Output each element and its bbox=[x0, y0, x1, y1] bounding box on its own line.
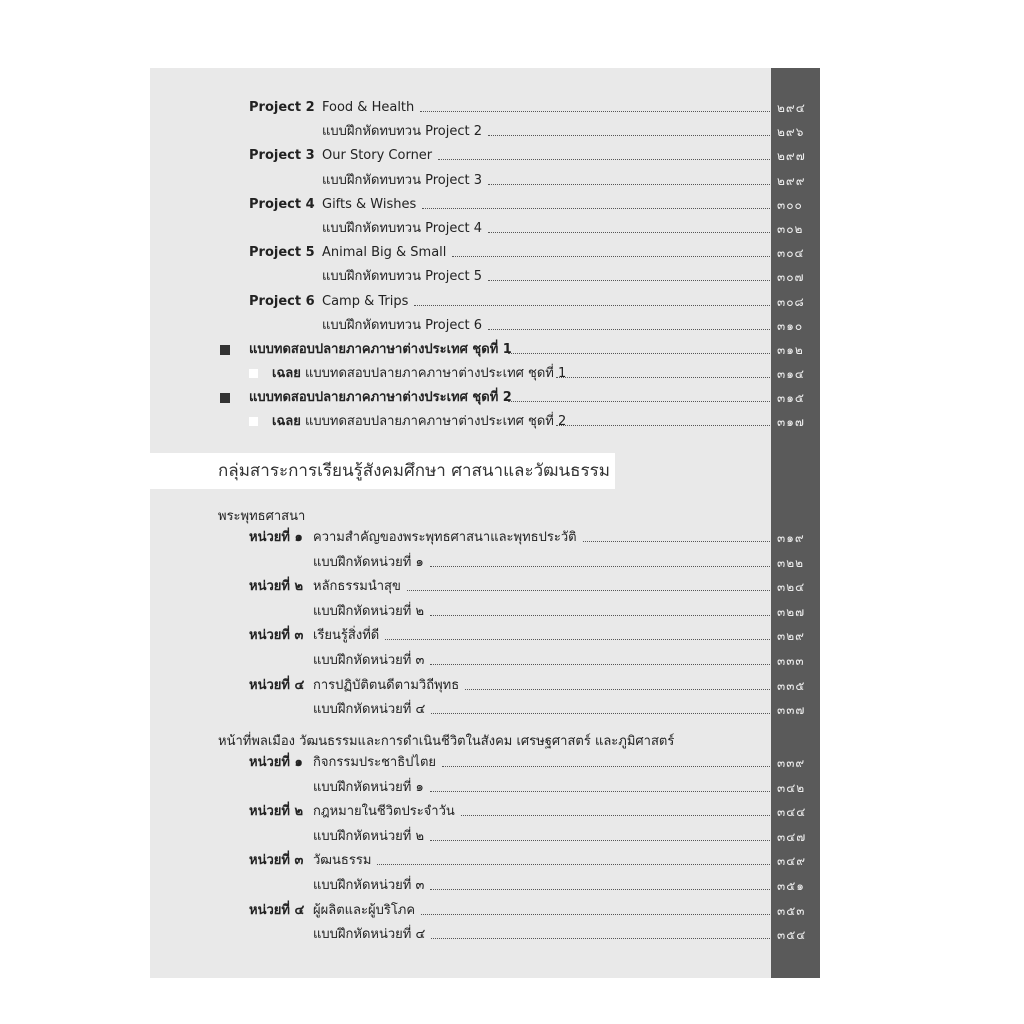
toc-entry[interactable] bbox=[0, 292, 1024, 312]
entry-title: การปฏิบัติตนดีตามวิถีพุทธ bbox=[313, 677, 460, 693]
section-title: กลุ่มสาระการเรียนรู้สังคมศึกษา ศาสนาและวัฒนธรรม bbox=[218, 461, 610, 481]
toc-entry[interactable] bbox=[0, 851, 1024, 871]
entry-title: เรียนรู้สิ่งที่ดี bbox=[313, 628, 380, 644]
square-bullet-icon bbox=[249, 417, 258, 426]
entry-title: แบบฝึกหัดทบทวน Project 2 bbox=[322, 124, 482, 140]
unit-label: หน่วยที่ ๓ bbox=[249, 853, 304, 869]
dot-leader bbox=[556, 425, 770, 426]
dot-leader bbox=[583, 541, 770, 542]
page-number: ๓๔๒ bbox=[777, 780, 806, 795]
toc-entry-answer-2[interactable] bbox=[0, 412, 1024, 432]
page-number: ๓๕๔ bbox=[777, 928, 807, 943]
page-number: ๓๓๙ bbox=[777, 756, 806, 770]
unit-label: หน่วยที่ ๓ bbox=[249, 628, 304, 644]
page-number: ๒๙๔ bbox=[777, 101, 806, 115]
entry-title: แบบทดสอบปลายภาคภาษาต่างประเทศ ชุดที่ 1 bbox=[305, 366, 567, 381]
toc-entry[interactable] bbox=[0, 122, 1024, 142]
unit-label: หน่วยที่ ๔ bbox=[249, 902, 305, 918]
page-number: ๓๐๘ bbox=[777, 294, 805, 309]
answer-label: เฉลย bbox=[272, 366, 301, 381]
toc-entry[interactable] bbox=[0, 171, 1024, 191]
entry-title: แบบฝึกหัดหน่วยที่ ๒ bbox=[313, 603, 425, 619]
toc-entry[interactable] bbox=[0, 700, 1024, 720]
page-number: ๓๑๗ bbox=[777, 415, 805, 429]
entry-title: แบบทดสอบปลายภาคภาษาต่างประเทศ ชุดที่ 1 bbox=[249, 342, 512, 357]
answer-label: เฉลย bbox=[272, 414, 301, 429]
dot-leader bbox=[430, 615, 770, 616]
entry-title: แบบฝึกหัดทบทวน Project 5 bbox=[322, 269, 482, 285]
entry-title: แบบฝึกหัดหน่วยที่ ๑ bbox=[313, 554, 424, 570]
toc-entry[interactable] bbox=[0, 651, 1024, 671]
toc-entry[interactable] bbox=[0, 778, 1024, 798]
toc-entry[interactable] bbox=[0, 753, 1024, 773]
project-label: Project 5 bbox=[249, 245, 315, 261]
project-label: Project 6 bbox=[249, 293, 315, 309]
page-number: ๓๓๕ bbox=[777, 678, 806, 693]
project-label: Project 2 bbox=[249, 100, 315, 115]
dot-leader bbox=[488, 329, 770, 330]
page-number: ๓๐๐ bbox=[777, 197, 803, 212]
page-number: ๓๔๔ bbox=[777, 805, 807, 820]
toc-entry[interactable] bbox=[0, 528, 1024, 548]
page-number: ๓๐๒ bbox=[777, 222, 804, 236]
entry-title: แบบฝึกหัดทบทวน Project 6 bbox=[322, 317, 482, 333]
dot-leader bbox=[442, 766, 770, 767]
page-number: ๓๐๗ bbox=[777, 270, 805, 285]
entry-title: กฎหมายในชีวิตประจำวัน bbox=[313, 804, 455, 820]
dot-leader bbox=[465, 689, 770, 690]
unit-label: หน่วยที่ ๒ bbox=[249, 579, 304, 595]
dot-leader bbox=[407, 590, 770, 591]
toc-entry[interactable] bbox=[0, 602, 1024, 622]
dot-leader bbox=[430, 566, 770, 567]
dot-leader bbox=[556, 377, 770, 378]
toc-entry[interactable] bbox=[0, 676, 1024, 696]
dot-leader bbox=[431, 713, 770, 714]
entry-title: แบบฝึกหัดหน่วยที่ ๒ bbox=[313, 828, 425, 844]
dot-leader bbox=[430, 664, 770, 665]
unit-label: หน่วยที่ ๒ bbox=[249, 804, 304, 820]
square-bullet-icon bbox=[249, 369, 258, 378]
toc-entry[interactable] bbox=[0, 195, 1024, 215]
subsection-heading-civics: หน้าที่พลเมือง วัฒนธรรมและการดำเนินชีวิตในสังคม เศรษฐศาสตร์ และภูมิศาสตร์ bbox=[218, 734, 675, 749]
toc-entry[interactable] bbox=[0, 219, 1024, 239]
page-number: ๓๔๙ bbox=[777, 854, 807, 869]
dot-leader bbox=[377, 864, 770, 865]
entry-title: กิจกรรมประชาธิปไตย bbox=[313, 755, 437, 770]
dot-leader bbox=[508, 401, 770, 402]
page-number: ๓๑๔ bbox=[777, 367, 805, 381]
page-number: ๓๓๗ bbox=[777, 703, 806, 718]
page-number: ๓๒๒ bbox=[777, 555, 805, 570]
dot-leader bbox=[488, 184, 770, 185]
unit-label: หน่วยที่ ๑ bbox=[249, 755, 303, 770]
entry-title: แบบฝึกหัดทบทวน Project 4 bbox=[322, 221, 482, 236]
page-number: ๓๑๙ bbox=[777, 531, 805, 545]
dot-leader bbox=[430, 889, 770, 890]
entry-title: แบบฝึกหัดหน่วยที่ ๓ bbox=[313, 878, 425, 893]
dot-leader bbox=[420, 111, 770, 112]
dot-leader bbox=[430, 840, 770, 841]
toc-entry[interactable] bbox=[0, 827, 1024, 847]
page-number: ๒๙๗ bbox=[777, 149, 806, 164]
toc-entry-test-2[interactable] bbox=[0, 388, 1024, 408]
toc-entry-answer-1[interactable] bbox=[0, 364, 1024, 384]
entry-title: แบบทดสอบปลายภาคภาษาต่างประเทศ ชุดที่ 2 bbox=[249, 390, 512, 405]
toc-entry[interactable] bbox=[0, 626, 1024, 646]
toc-entry[interactable] bbox=[0, 925, 1024, 945]
page-number: ๓๕๓ bbox=[777, 903, 806, 918]
page-number: ๒๙๙ bbox=[777, 173, 806, 188]
dot-leader bbox=[488, 280, 770, 281]
dot-leader bbox=[488, 135, 770, 136]
dot-leader bbox=[430, 791, 770, 792]
toc-entry[interactable] bbox=[0, 243, 1024, 263]
square-bullet-icon bbox=[220, 393, 230, 403]
dot-leader bbox=[461, 815, 770, 816]
dot-leader bbox=[438, 159, 770, 160]
toc-entry[interactable] bbox=[0, 98, 1024, 118]
unit-label: หน่วยที่ ๑ bbox=[249, 530, 303, 545]
toc-entry[interactable] bbox=[0, 553, 1024, 573]
dot-leader bbox=[421, 914, 770, 915]
entry-title: แบบทดสอบปลายภาคภาษาต่างประเทศ ชุดที่ 2 bbox=[305, 414, 567, 429]
toc-entry[interactable] bbox=[0, 316, 1024, 336]
dot-leader bbox=[452, 256, 770, 257]
toc-entry-test-1[interactable] bbox=[0, 340, 1024, 360]
page-number: ๓๑๐ bbox=[777, 318, 804, 333]
entry-title: แบบฝึกหัดหน่วยที่ ๔ bbox=[313, 702, 426, 718]
page-number: ๓๑๕ bbox=[777, 391, 805, 405]
toc-entry[interactable] bbox=[0, 146, 1024, 166]
dot-leader bbox=[385, 639, 770, 640]
dot-leader bbox=[431, 938, 770, 939]
project-label: Project 3 bbox=[249, 148, 315, 164]
entry-title: Animal Big & Small bbox=[322, 245, 447, 261]
entry-title: วัฒนธรรม bbox=[313, 853, 372, 869]
entry-title: ผู้ผลิตและผู้บริโภค bbox=[313, 902, 416, 918]
dot-leader bbox=[488, 232, 770, 233]
entry-title: Camp & Trips bbox=[322, 293, 409, 309]
toc-entry[interactable] bbox=[0, 901, 1024, 921]
entry-title: Gifts & Wishes bbox=[322, 196, 417, 212]
page-number: ๓๒๙ bbox=[777, 629, 805, 644]
toc-entry[interactable] bbox=[0, 876, 1024, 896]
entry-title: แบบฝึกหัดหน่วยที่ ๔ bbox=[313, 927, 426, 943]
subsection-heading-buddhism: พระพุทธศาสนา bbox=[218, 509, 306, 524]
entry-title: แบบฝึกหัดหน่วยที่ ๓ bbox=[313, 653, 425, 668]
toc-entry[interactable] bbox=[0, 577, 1024, 597]
entry-title: Food & Health bbox=[322, 100, 415, 115]
page-number: ๓๑๒ bbox=[777, 343, 804, 357]
project-label: Project 4 bbox=[249, 196, 315, 212]
square-bullet-icon bbox=[220, 345, 230, 355]
entry-title: แบบฝึกหัดหน่วยที่ ๑ bbox=[313, 779, 424, 795]
entry-title: แบบฝึกหัดทบทวน Project 3 bbox=[322, 172, 482, 188]
unit-label: หน่วยที่ ๔ bbox=[249, 677, 305, 693]
page-number: ๒๙๖ bbox=[777, 125, 805, 140]
page-number: ๓๒๗ bbox=[777, 604, 806, 619]
page-number: ๓๔๗ bbox=[777, 829, 807, 844]
toc-entry[interactable] bbox=[0, 802, 1024, 822]
entry-title: ความสำคัญของพระพุทธศาสนาและพุทธประวัติ bbox=[313, 530, 577, 545]
page-number: ๓๒๔ bbox=[777, 580, 806, 595]
dot-leader bbox=[422, 208, 770, 209]
dot-leader bbox=[508, 353, 770, 354]
toc-entry[interactable] bbox=[0, 267, 1024, 287]
page-number: ๓๐๔ bbox=[777, 246, 805, 261]
page-number: ๓๓๓ bbox=[777, 654, 805, 668]
entry-title: Our Story Corner bbox=[322, 148, 433, 164]
page-number: ๓๕๑ bbox=[777, 879, 805, 893]
entry-title: หลักธรรมนำสุข bbox=[313, 579, 401, 595]
dot-leader bbox=[414, 305, 770, 306]
